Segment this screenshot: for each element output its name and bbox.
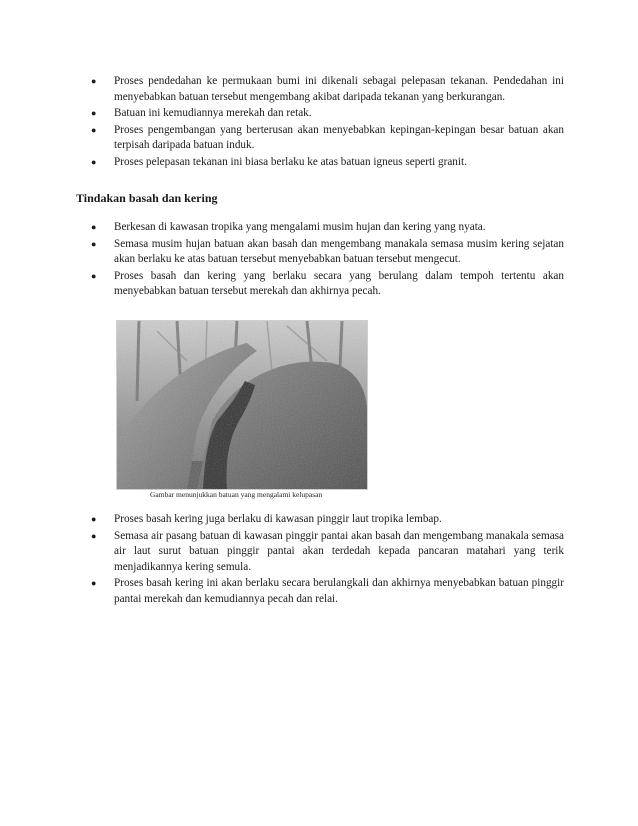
- list-item: [88, 220, 564, 236]
- list-item: [88, 237, 564, 268]
- bullet-list-coastal: [88, 512, 564, 609]
- list-item: [88, 269, 564, 300]
- bullet-icon: ●: [91, 156, 97, 167]
- list-item-text: Proses pengembangan yang berterusan akan menyebabkan kepingan-kepingan besar batuan akan terpisah daripada batuan induk.: [114, 123, 564, 152]
- list-item: [88, 106, 564, 122]
- bullet-icon: ●: [91, 530, 97, 541]
- list-item-text: Semasa musim hujan batuan akan basah dan mengembang manakala semasa musim kering sejatan akan berlaku ke atas batuan tersebut menyebabkan batuan tersebut mengecut.: [114, 237, 564, 266]
- rock-photo-image: [117, 321, 367, 489]
- figure-caption: Gambar menunjukkan batuan yang mengalami kelupasan: [150, 490, 323, 499]
- bullet-list-pressure-release: [88, 74, 564, 172]
- bullet-icon: ●: [91, 270, 97, 281]
- list-item: [88, 74, 564, 105]
- bullet-icon: ●: [91, 76, 97, 86]
- list-item-text: Proses pendedahan ke permukaan bumi ini dikenali sebagai pelepasan tekanan. Pendedahan ini menyebabkan batuan tersebut mengembang akibat daripada tekanan yang berkurangan.: [114, 75, 564, 103]
- bullet-icon: ●: [91, 578, 97, 589]
- section-heading: Tindakan basah dan kering: [76, 191, 218, 205]
- rock-exfoliation-photo: [116, 320, 368, 490]
- list-item: [88, 155, 564, 171]
- bullet-icon: ●: [91, 124, 97, 135]
- list-item-text: Proses basah kering ini akan berlaku secara berulangkali dan akhirnya menyebabkan batuan pinggir pantai merekah dan kemudiannya pecah dan relai.: [114, 577, 564, 605]
- list-item: [88, 576, 564, 607]
- bullet-icon: ●: [91, 514, 97, 524]
- list-item-text: Berkesan di kawasan tropika yang mengalami musim hujan dan kering yang nyata.: [114, 221, 486, 233]
- list-item: [88, 512, 564, 528]
- list-item-text: Batuan ini kemudiannya merekah dan retak.: [114, 107, 312, 120]
- list-item-text: Proses pelepasan tekanan ini biasa berlaku ke atas batuan igneus seperti granit.: [114, 155, 467, 168]
- bullet-list-wet-dry: [88, 220, 564, 301]
- list-item: [88, 529, 564, 576]
- list-item-text: Semasa air pasang batuan di kawasan pinggir pantai akan basah dan mengembang manakala semasa air laut surut batuan pinggir pantai akan terdedah kepada pancaran matahari yang terik menjadikannya kering semula.: [114, 529, 564, 573]
- bullet-icon: ●: [91, 238, 97, 249]
- list-item-text: Proses basah dan kering yang berlaku secara yang berulang dalam tempoh tertentu akan menyebabkan batuan tersebut merekah dan akhirnya pecah.: [114, 269, 564, 298]
- list-item: [88, 123, 564, 154]
- bullet-icon: ●: [91, 108, 97, 119]
- bullet-icon: ●: [91, 222, 97, 232]
- list-item-text: Proses basah kering juga berlaku di kawasan pinggir laut tropika lembap.: [114, 513, 442, 525]
